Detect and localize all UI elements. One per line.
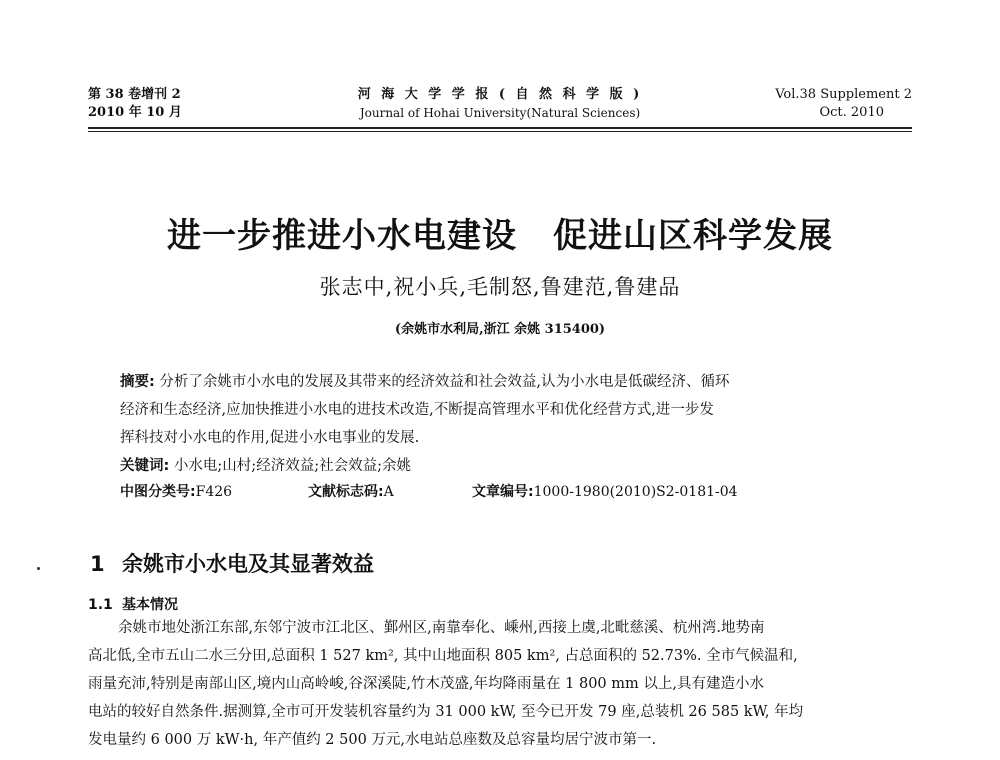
abstract-line: 经济和生态经济,应加快推进小水电的进技术改造,不断提高管理水平和优化经营方式,进一步发 — [120, 402, 714, 418]
title-part-2: 促进山区科学发展 — [553, 216, 833, 256]
section-number: 1 — [90, 552, 105, 576]
journal-name-cn: 河 海 大 学 学 报 ( 自 然 科 学 版 ) — [357, 87, 643, 102]
keywords-label: 关键词: — [120, 458, 170, 474]
subsection-title: 基本情况 — [122, 597, 178, 613]
paper-title — [0, 208, 1000, 257]
keywords — [120, 452, 890, 480]
abstract-label: 摘要: — [120, 374, 155, 390]
subsection-heading — [88, 594, 178, 614]
document-code: 文献标志码:A — [308, 484, 394, 500]
abstract-line: 摘要: 分析了余姚市小水电的发展及其带来的经济效益和社会效益,认为小水电是低碳经济、循环 — [120, 374, 730, 390]
abstract — [120, 368, 890, 480]
header-rule-thin — [88, 131, 912, 132]
volume-en: Vol.38 Supplement 2 — [775, 87, 912, 102]
body-line: 雨量充沛,特别是南部山区,境内山高岭峻,谷深溪陡,竹木茂盛,年均降雨量在 1 800 mm 以上,具有建造小水 — [88, 676, 764, 692]
margin-mark — [37, 567, 40, 570]
section-heading — [90, 548, 374, 578]
running-header — [88, 86, 912, 126]
header-right — [775, 86, 912, 122]
body-line: 发电量约 6 000 万 kW·h, 年产值约 2 500 万元,水电站总座数及总容量均居宁波市第一. — [88, 732, 657, 748]
date-en: Oct. 2010 — [819, 105, 884, 120]
header-rule-thick — [88, 127, 912, 129]
journal-name-en: Journal of Hohai University(Natural Sciences) — [359, 106, 641, 120]
body-text — [88, 614, 914, 754]
clc-code: 中图分类号:F426 — [120, 484, 233, 500]
author-list: 张志中,祝小兵,毛制怒,鲁建范,鲁建品 — [319, 275, 681, 299]
classification-row — [120, 481, 890, 501]
subsection-number: 1.1 — [88, 597, 113, 613]
abstract-line: 挥科技对小水电的作用,促进小水电事业的发展. — [120, 430, 420, 446]
date-cn: 2010 年 10 月 — [88, 105, 182, 120]
body-line: 余姚市地处浙江东部,东邻宁波市江北区、鄞州区,南靠奉化、嵊州,西接上虞,北毗慈溪、杭州湾.地势南 — [118, 620, 765, 636]
volume-cn: 第 38 卷增刊 2 — [88, 87, 181, 102]
body-line: 高北低,全市五山二水三分田,总面积 1 527 km², 其中山地面积 805 km², 占总面积的 52.73%. 全市气候温和, — [88, 648, 798, 664]
keywords-text: 小水电;山村;经济效益;社会效益;余姚 — [173, 458, 411, 474]
article-number: 文章编号:1000-1980(2010)S2-0181-04 — [472, 484, 738, 500]
title-part-1: 进一步推进小水电建设 — [167, 216, 517, 256]
body-line: 电站的较好自然条件.据测算,全市可开发装机容量约为 31 000 kW, 至今已开发 79 座,总装机 26 585 kW, 年均 — [88, 704, 804, 720]
section-title: 余姚市小水电及其显著效益 — [122, 552, 374, 576]
affiliation: (余姚市水利局,浙江 余姚 315400) — [394, 322, 606, 337]
